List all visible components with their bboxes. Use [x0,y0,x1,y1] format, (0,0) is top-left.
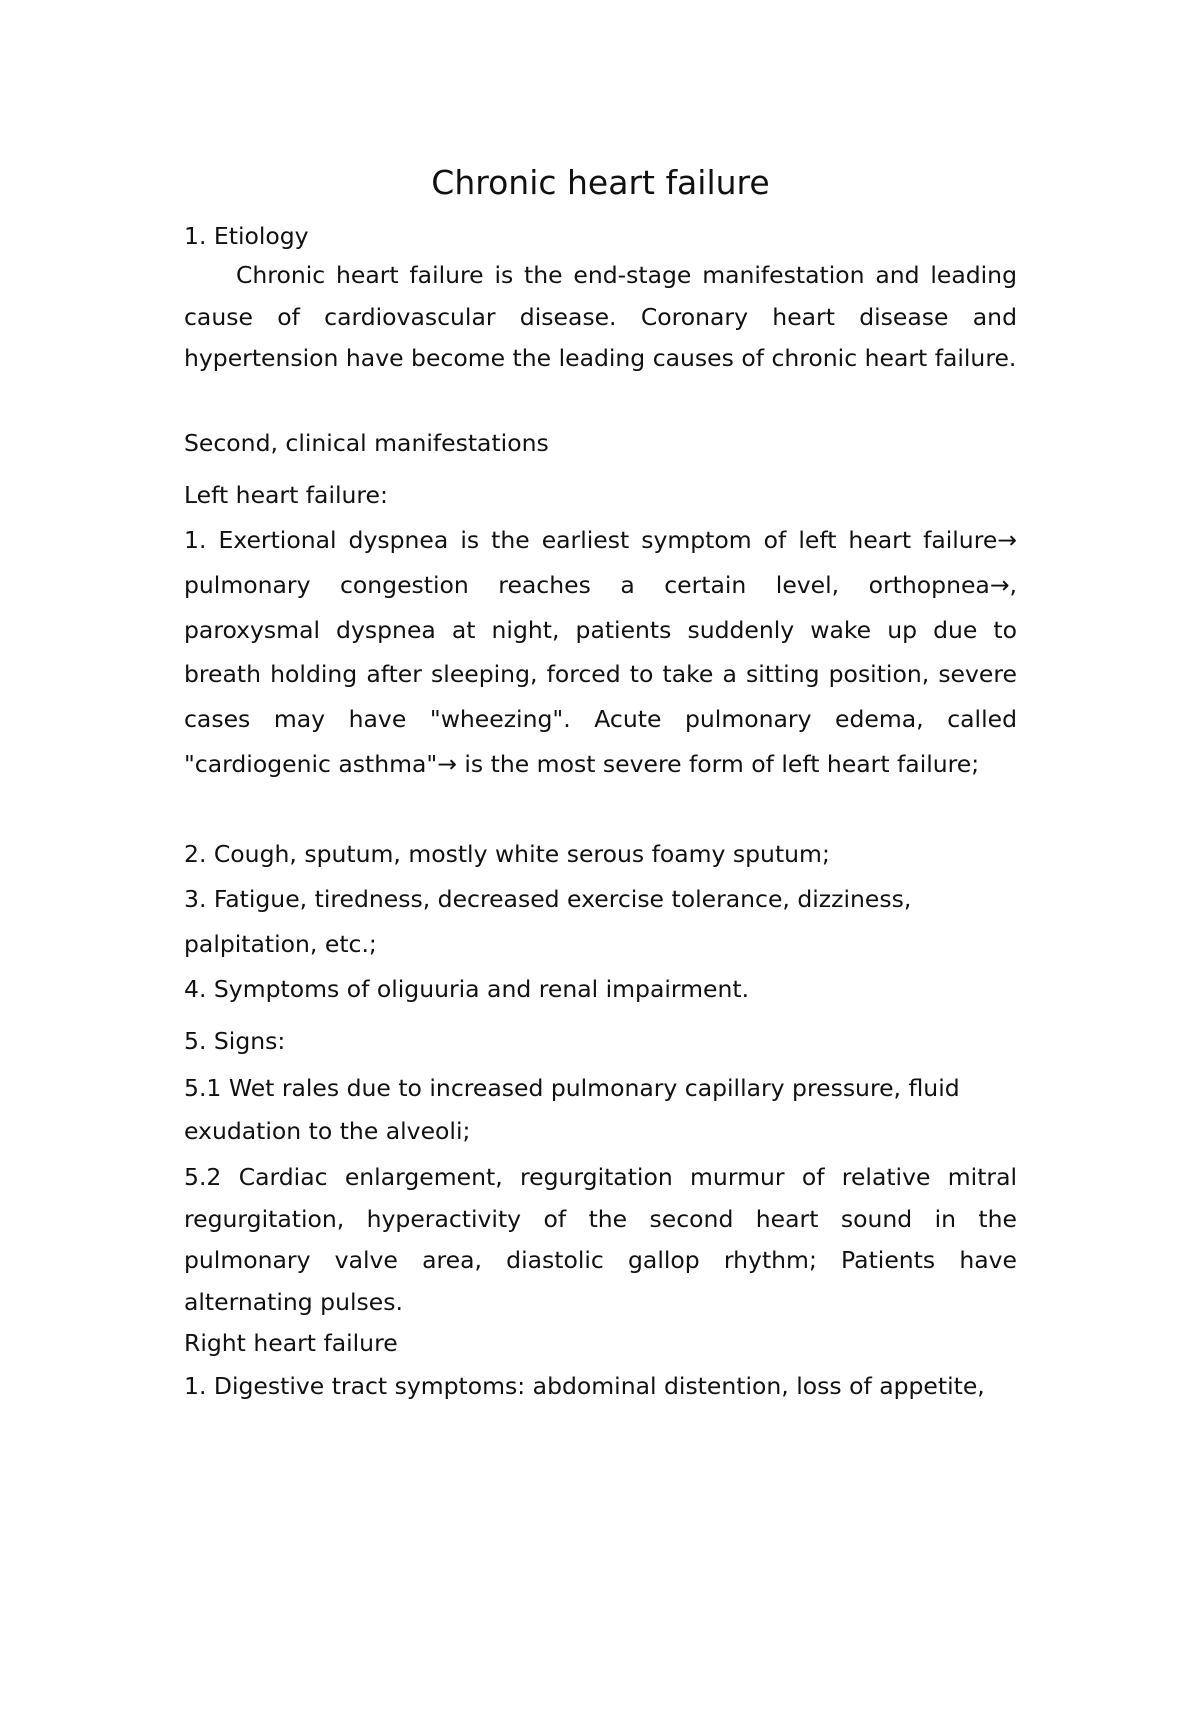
right-heart-failure-heading: Right heart failure [184,1329,398,1357]
left-heart-item-1: 1. Exertional dyspnea is the earliest symptom of left heart failure→ pulmonary congestion reaches a certain level, orthopnea→, paroxysmal dyspnea at night, patients suddenly wake up due to breath holding after sleeping, forced to take a sitting position, severe cases may have "wheezing". Acute pulmonary edema, called "cardiogenic asthma"→ is the most severe form of left heart failure; [184,526,1017,778]
left-heart-failure-heading: Left heart failure: [184,481,388,509]
left-heart-item-5-1: 5.1 Wet rales due to increased pulmonary capillary pressure, fluid exudation to the alveoli; [184,1074,960,1145]
clinical-manifestations-heading: Second, clinical manifestations [184,429,549,457]
left-heart-item-2: 2. Cough, sputum, mostly white serous foamy sputum; [184,840,830,868]
document-title: Chronic heart failure [431,163,770,202]
right-heart-item-1: 1. Digestive tract symptoms: abdominal distention, loss of appetite, [184,1372,985,1400]
left-heart-item-4: 4. Symptoms of oliguuria and renal impairment. [184,975,750,1003]
etiology-paragraph: Chronic heart failure is the end-stage manifestation and leading cause of cardiovascular disease. Coronary heart disease and hypertension have become the leading causes of chronic heart failure. [184,261,1017,372]
left-heart-item-5-2: 5.2 Cardiac enlargement, regurgitation murmur of relative mitral regurgitation, hyperactivity of the second heart sound in the pulmonary valve area, diastolic gallop rhythm; Patients have alternating pulses. [184,1163,1017,1316]
etiology-heading: 1. Etiology [184,222,309,250]
left-heart-item-5: 5. Signs: [184,1027,286,1055]
left-heart-item-3: 3. Fatigue, tiredness, decreased exercise tolerance, dizziness, palpitation, etc.; [184,885,912,958]
